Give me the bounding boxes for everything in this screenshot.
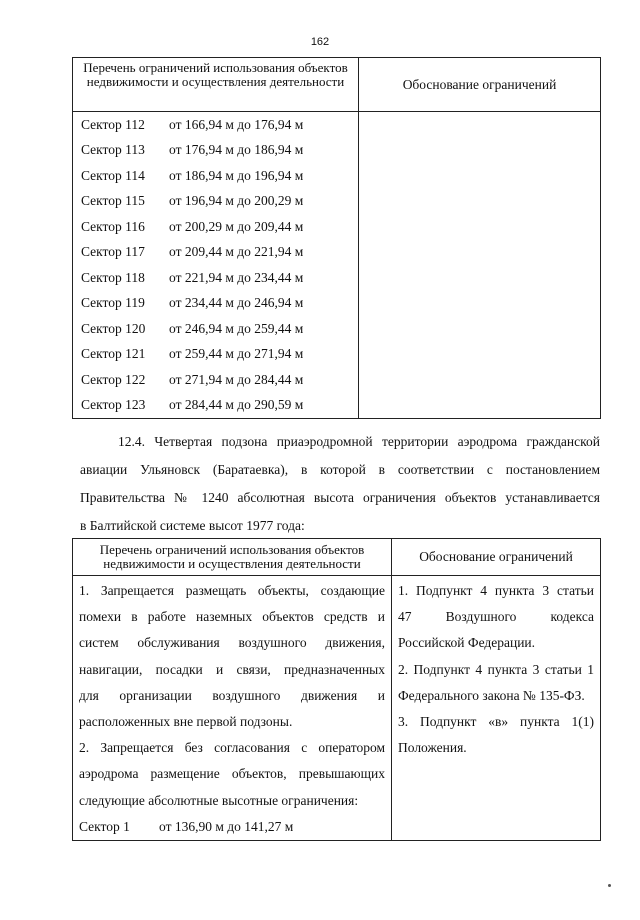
sector-row: [73, 138, 358, 164]
paragraph-line: в Балтийской системе высот 1977 года:: [80, 518, 305, 533]
sector-name: Сектор 117: [81, 244, 145, 260]
sector-name: Сектор 115: [81, 193, 145, 209]
text-line: систем обслуживания воздушного движения,: [79, 635, 385, 651]
restrictions-cell: [73, 576, 392, 841]
text-line: для организации воздушного движения и: [79, 687, 385, 703]
sector-range: от 196,94 м до 200,29 м: [169, 193, 304, 209]
paragraph-line: 12.4. Четвертая подзона приаэродромной территории аэродрома гражданской: [118, 434, 600, 449]
sector-range: от 209,44 м до 221,94 м: [169, 244, 304, 260]
sector-list: [73, 112, 358, 418]
header-restrictions: Перечень ограничений использования объектов недвижимости и осуществления деятельности: [73, 58, 359, 112]
sector-name: Сектор 119: [81, 295, 145, 311]
justification-cell: [359, 112, 601, 419]
sector-row: [73, 189, 358, 215]
sector-name: Сектор 122: [81, 371, 146, 387]
header-justification: Обоснование ограничений: [359, 58, 601, 112]
sector-name: Сектор 116: [81, 218, 145, 234]
table-body-row: [73, 576, 601, 841]
table-body-row: [73, 112, 601, 419]
sector-range: от 136,90 м до 141,27 м: [159, 818, 294, 834]
table-header-row: [73, 58, 601, 112]
section-paragraph: [80, 428, 600, 540]
sector-row: [73, 393, 358, 419]
sector-row: [73, 265, 358, 291]
subzone-restrictions-table: [72, 538, 601, 841]
header-justification: Обоснование ограничений: [392, 539, 601, 576]
sector-row: [73, 342, 358, 368]
text-line: навигации, посадки и связи, предназначенных: [79, 661, 385, 677]
sector-range: от 186,94 м до 196,94 м: [169, 167, 304, 183]
text-line: расположенных вне первой подзоны.: [79, 713, 293, 729]
sector-range: от 176,94 м до 186,94 м: [169, 142, 304, 158]
sector-row: [73, 214, 358, 240]
justification-text: [398, 578, 594, 761]
sector-range: от 271,94 м до 284,44 м: [169, 371, 304, 387]
sector-name: Сектор 120: [81, 320, 146, 336]
sector-range: от 221,94 м до 234,44 м: [169, 269, 304, 285]
sector-row: [73, 316, 358, 342]
justification-cell: [392, 576, 601, 841]
text-line: 47 Воздушного кодекса: [398, 609, 594, 625]
header-restrictions: Перечень ограничений использования объектов недвижимости и осуществления деятельности: [73, 539, 392, 576]
sector-range: от 234,44 м до 246,94 м: [169, 295, 304, 311]
sector-name: Сектор 123: [81, 397, 146, 413]
text-line: 1. Подпункт 4 пункта 3 статьи: [398, 583, 594, 598]
text-line: 3. Подпункт «в» пункта 1(1): [398, 713, 594, 729]
text-line: помехи в работе наземных объектов средств и: [79, 609, 385, 625]
restrictions-text: [79, 578, 385, 814]
sector-row: [73, 240, 358, 266]
sector-name: Сектор 1: [79, 818, 130, 834]
text-line: Федерального закона № 135-ФЗ.: [398, 687, 585, 703]
scan-speck: [608, 884, 611, 887]
text-line: 2. Запрещается без согласования с оператором: [79, 740, 385, 756]
text-line: аэродрома размещение объектов, превышающих: [79, 766, 385, 782]
text-line: 2. Подпункт 4 пункта 3 статьи 1: [398, 661, 594, 677]
sector-limits-table: [72, 57, 601, 419]
text-line: Положения.: [398, 740, 467, 756]
text-line: Российской Федерации.: [398, 635, 536, 651]
sector-range: от 284,44 м до 290,59 м: [169, 397, 304, 413]
sector-range: от 166,94 м до 176,94 м: [169, 116, 304, 132]
paragraph-line: Правительства № 1240 абсолютная высота ограничения объектов устанавливается: [80, 490, 600, 505]
sector-row: [73, 291, 358, 317]
page-number: 162: [310, 36, 330, 48]
sector-row: [73, 367, 358, 393]
sector-name: Сектор 112: [81, 116, 145, 132]
sector-row: [73, 163, 358, 189]
sector-name: Сектор 121: [81, 346, 146, 362]
sector-name: Сектор 114: [81, 167, 145, 183]
table-header-row: [73, 539, 601, 576]
text-line: 1. Запрещается размещать объекты, создающие: [79, 583, 385, 598]
paragraph-line: авиации Ульяновск (Баратаевка), в которой в соответствии с постановлением: [80, 462, 600, 477]
text-line: следующие абсолютные высотные ограничения:: [79, 792, 359, 808]
sector-range: от 200,29 м до 209,44 м: [169, 218, 304, 234]
sector-row: [79, 814, 385, 840]
sector-range: от 259,44 м до 271,94 м: [169, 346, 304, 362]
sector-row: [73, 112, 358, 138]
sector-name: Сектор 113: [81, 142, 145, 158]
sectors-cell: [73, 112, 359, 419]
sector-name: Сектор 118: [81, 269, 145, 285]
sector-range: от 246,94 м до 259,44 м: [169, 320, 304, 336]
